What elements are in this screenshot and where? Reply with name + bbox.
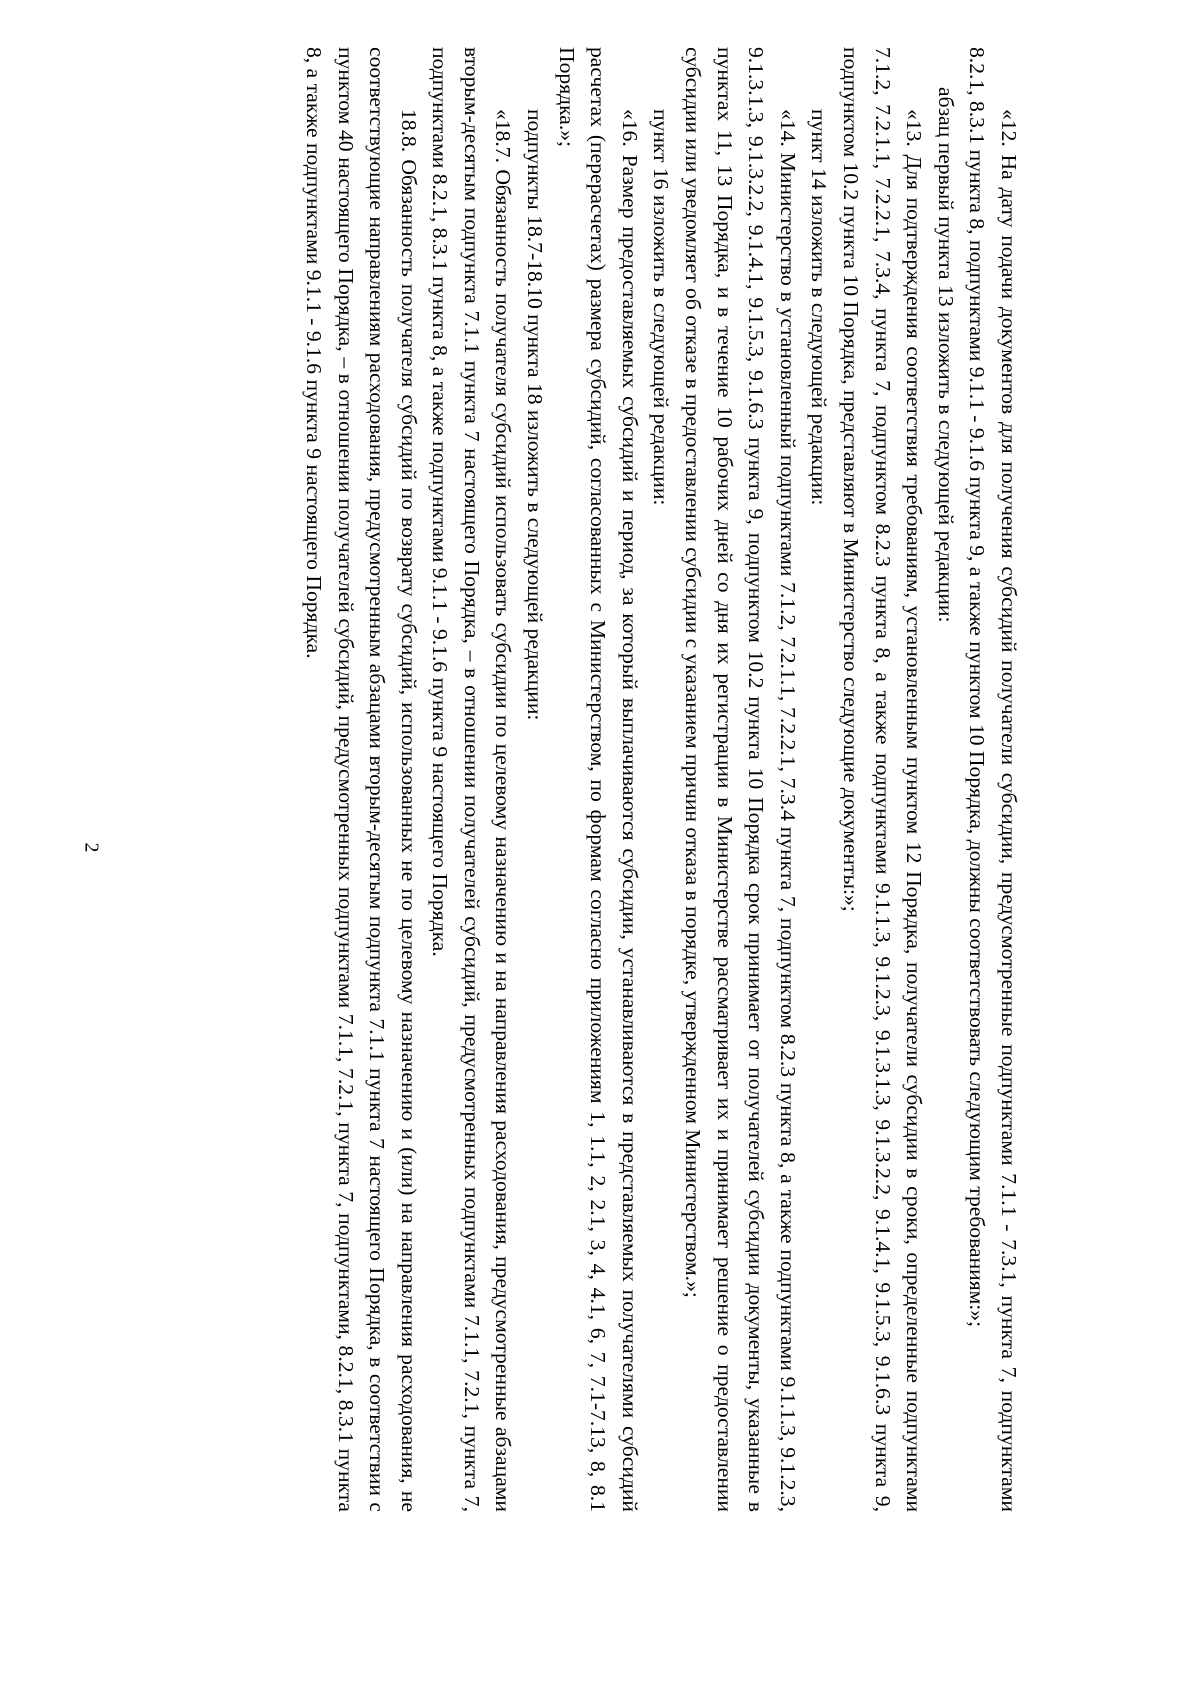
paragraph: 18.8. Обязанность получателя субсидий по возврату субсидий, использованных не по целевому назначению и (или) на направления расходования, не соответствующие направлениям расходования, предусмотренным абзацами вторым-десятым подпункта 7.1.1 пункта 7 настоящего Порядка, в соответствии с пунктом 40 настоящего Порядка, – в отношении получателей субсидий, предусмотренных подпунктами 7.1.1, 7.2.1, пункта 7, подпунктами, 8.2.1, 8.3.1 пункта 8, а также подпунктами 9.1.1 - 9.1.6 пункта 9 настоящего Порядка. <box>301 47 421 1512</box>
paragraph: «16. Размер предоставляемых субсидий и период, за который выплачиваются субсидии, устанавливаются в представляемых получателями субсидий расчетах (перерасчетах) размера субсидий, согласованных с Министерством, по формам согласно приложениям 1, 1.1, 2, 2.1, 3, 4, 4.1, 6, 7, 7.1-7.13, 8, 8.1 Порядка.»; <box>554 47 642 1512</box>
paragraph: пункт 14 изложить в следующей редакции: <box>807 109 832 506</box>
paragraph: абзац первый пункта 13 изложить в следующей редакции: <box>933 87 958 623</box>
paragraph: пункт 16 изложить в следующей редакции: <box>649 109 674 506</box>
paragraph: «18.7. Обязанность получателя субсидий использовать субсидии по целевому назначению и на направления расходования, предусмотренные абзацами вторым-десятым подпункта 7.1.1 пункта 7 настоящего Порядка, – в отношении получателей субсидий, предусмотренных подпунктами 7.1.1, 7.2.1, пункта 7, подпунктами 8.2.1, 8.3.1 пункта 8, а также подпунктами 9.1.1 - 9.1.6 пункта 9 настоящего Порядка. <box>428 47 516 1512</box>
paragraph: «13. Для подтверждения соответствия требованиям, установленным пунктом 12 Порядка, получатели субсидии в сроки, определенные подпунктами 7.1.2, 7.2.1.1, 7.2.2.1, 7.3.4, пункта 7, подпунктом 8.2.3 пункта 8, а также подпунктами 9.1.1.3, 9.1.2.3, 9.1.3.1.3, 9.1.3.2.2, 9.1.4.1, 9.1.5.3, 9.1.6.3 пункта 9, подпунктом 10.2 пункта 10 Порядка, представляют в Министерство следующие документы:»; <box>839 47 927 1512</box>
document-body <box>150 47 1030 1512</box>
page-number: 2 <box>80 842 103 853</box>
paragraph: «12. На дату подачи документов для получения субсидий получатели субсидии, предусмотренные подпунктами 7.1.1 - 7.3.1, пункта 7, подпунктами 8.2.1, 8.3.1 пункта 8, подпунктами 9.1.1 - 9.1.6 пункта 9, а также пунктом 10 Порядка, должны соответствовать следующим требованиям:»; <box>965 47 1021 1512</box>
paragraph: подпункты 18.7-18.10 пункта 18 изложить в следующей редакции: <box>523 109 548 721</box>
paragraph: «14. Министерство в установленный подпунктами 7.1.2, 7.2.1.1, 7.2.2.1, 7.3.4 пункта 7, подпунктом 8.2.3 пункта 8, а также подпунктами 9.1.1.3, 9.1.2.3, 9.1.3.1.3, 9.1.3.2.2, 9.1.4.1, 9.1.5.3, 9.1.6.3 пункта 9, подпунктом 10.2 пункта 10 Порядка срок принимает от получателей субсидии документы, указанные в пунктах 11, 13 Порядка, и в течение 10 рабочих дней со дня их регистрации в Министерстве рассматривает их и принимает решение о предоставлении субсидии или уведомляет об отказе в предоставлении субсидии с указанием причин отказа в порядке, утвержденном Министерством.»; <box>681 47 800 1512</box>
